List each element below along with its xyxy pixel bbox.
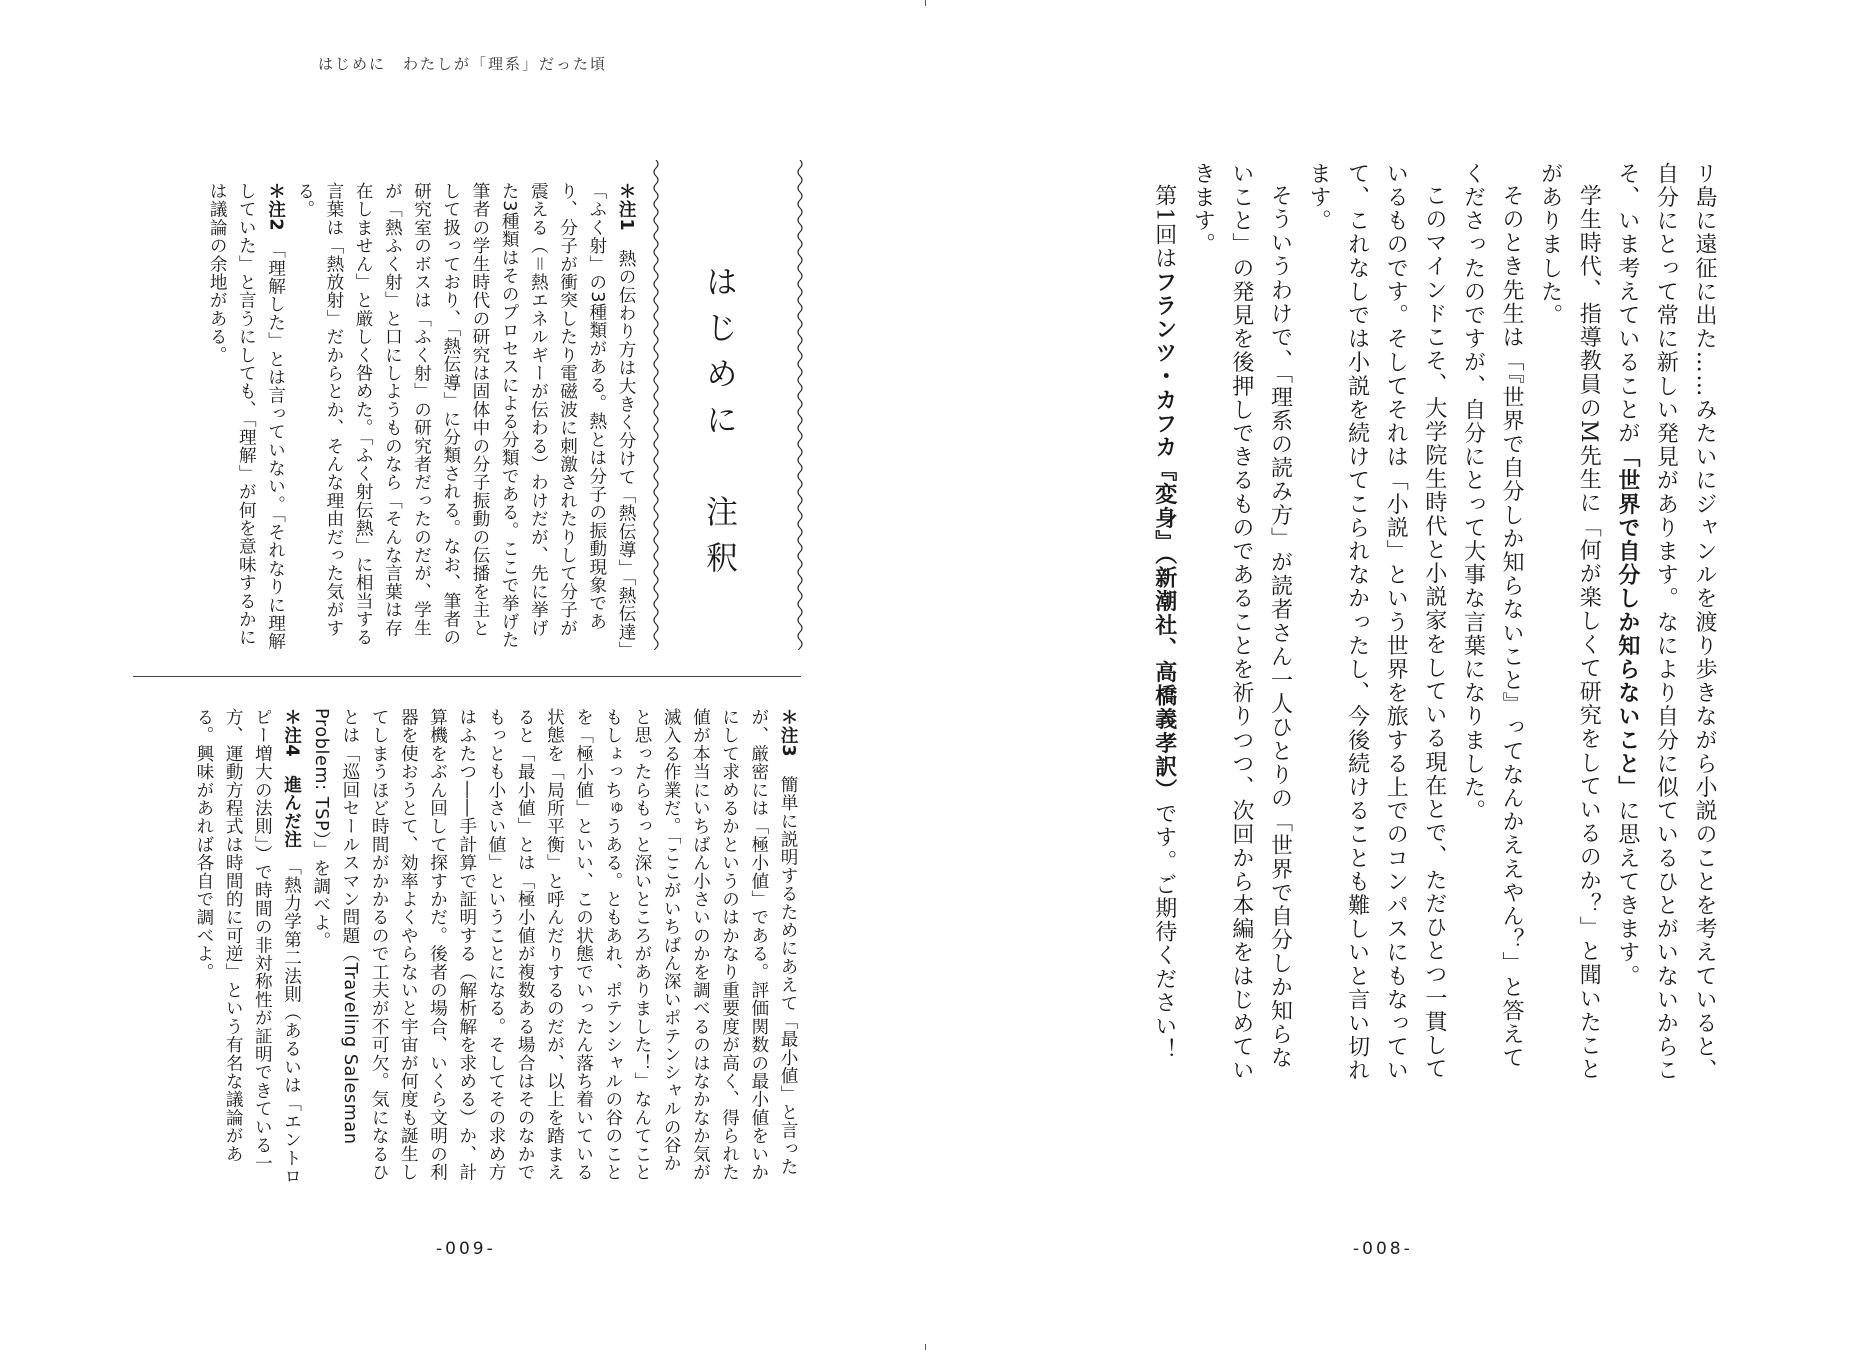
body-paragraph bbox=[1298, 162, 1452, 1087]
fold-mark-bottom bbox=[925, 1344, 926, 1350]
paragraph-text: 学生時代、指導教員のM先生に「何が楽しくて研究をしているのか？」と聞いたことがありました。 bbox=[1537, 162, 1602, 1082]
emphasis-text: フランツ・カフカ『変身』（新潮社、高橋義孝訳） bbox=[1151, 270, 1177, 803]
body-text bbox=[953, 162, 1723, 1087]
page-number-left: -009- bbox=[436, 1239, 496, 1259]
paragraph-text: 第1回は bbox=[1151, 184, 1177, 271]
note-text: 「熱力学第二法則（あるいは「エントロピー増大の法則」）で時間の非対称性が証明できている一方、運動方程式は時間的に可逆」という有名な議論がある。興味があれば各自で調べよ。 bbox=[193, 708, 302, 1186]
body-paragraph bbox=[1183, 162, 1299, 1087]
note-1 bbox=[290, 182, 640, 652]
note-text: 熱の伝わり方は大きく分けて「熱伝導」「熱伝達」「ふく射」の3種類がある。熱とは分子の振動現象であり、分子が衝突したり電磁波に刺激されたりして分子が震える（＝熱エネルギーが伝わる）わけだが、先に挙げた3種類はそのプロセスによる分類である。ここで挙げた筆者の学生時代の研究は固体中の分子振動の伝播を主として扱っており、「熱伝導」に分類される。なお、筆者の研究室のボスは「ふく射」の研究者だったのだが、学生が「熱ふく射」と口にしようものなら「そんな言葉は存在しません」と厳しく咎めた。「ふく射伝熱」に相当する言葉は「熱放射」だからとか、そんな理由だった気がする。 bbox=[294, 182, 636, 651]
paragraph-text: そういうわけで、「理系の読み方」が読者さん一人ひとりの「世界で自分しか知らないこと」の発見を後押しできるものであることを祈りつつ、次回から本編をはじめていきます。 bbox=[1190, 162, 1293, 1083]
section-title: はじめに 注釈 bbox=[701, 265, 739, 587]
note-text: 簡単に説明するためにあえて「最小値」と言ったが、厳密には「極小値」である。評価関数の最小値をいかにして求めるかというのはかなり重要度が高く、得られた値が本当にいちばん小さいのかを調べるのはなかなか気が滅入る作業だ。「ここがいちばん深いポテンシャルの谷かと思ったらもっと深いところがありました！」なんてこともしょっちゅうある。ともあれ、ポテンシャルの谷のことを「極小値」といい、この状態でいったん落ち着いている状態を「局所平衡」と呼んだりするのだが、以上を踏まえると「最小値」とは「極小値が複数ある場合はそのなかでもっとも小さい値」ということになる。そしてその求め方はふたつ――手計算で証明する（解析解を求める）か、計算機をぶん回して探すかだ。後者の場合、いくら文明の利器を使おうとて、効率よくやらないと宇宙が何度も誕生してしまうほど時間がかかるので工夫が不可欠。気になるひとは「巡回セールスマン問題（Traveling Salesman Problem: TSP）」を調べよ。 bbox=[310, 708, 798, 1182]
note-text: 「理解した」とは言っていない。「それなりに理解していた」と言うにしても、「理解」が何を意味するかには議論の余地がある。 bbox=[207, 182, 286, 651]
emphasis-text: 「世界で自分しか知らないこと」 bbox=[1614, 445, 1640, 800]
running-head: はじめに わたしが「理系」だった頃 bbox=[318, 55, 608, 73]
page-number-right: -008- bbox=[1353, 1239, 1413, 1259]
wavy-border-right bbox=[795, 160, 805, 650]
paragraph-text: に思えてきます。 bbox=[1614, 799, 1640, 989]
note-marker: ＊注3 bbox=[778, 708, 798, 758]
note-4 bbox=[189, 708, 306, 1188]
paragraph-text: です。ご期待ください！ bbox=[1151, 802, 1177, 1062]
fold-mark-top bbox=[925, 0, 926, 6]
paragraph-text: リ島に遠征に出た……みたいにジャンルを渡り歩きながら小説のことを考えていると、自分にとって常に新しい発見があります。なにより自分に似ているひとがいないからこそ、いま考えていることが bbox=[1614, 162, 1717, 1083]
notes-bottom-block bbox=[112, 708, 802, 1188]
body-paragraph bbox=[1144, 162, 1183, 1087]
notes-divider bbox=[133, 676, 801, 677]
notes-top-block bbox=[120, 182, 640, 652]
paragraph-text: そのとき先生は「『世界で自分しか知らないこと』ってなんかええやん？」と答えてくださったのですが、自分にとって大事な言葉になりました。 bbox=[1460, 162, 1525, 1070]
note-bold-title: 進んだ注 bbox=[281, 757, 302, 849]
body-paragraph bbox=[1530, 162, 1607, 1087]
note-marker: ＊注4 bbox=[281, 708, 302, 758]
body-paragraph bbox=[1607, 162, 1723, 1087]
paragraph-text: このマインドこそ、大学院生時代と小説家をしている現在とで、ただひとつ一貫しているものです。そしてそれは「小説」という世界を旅する上でのコンパスにもなっていて、これなしでは小説を続けてこられなかったし、今後続けることも難しいと言い切れます。 bbox=[1306, 162, 1447, 1083]
wavy-border-left bbox=[651, 160, 661, 650]
note-marker: ＊注1 bbox=[616, 182, 636, 232]
note-3 bbox=[306, 708, 802, 1188]
note-marker: ＊注2 bbox=[265, 182, 286, 232]
body-paragraph bbox=[1453, 162, 1530, 1087]
note-2 bbox=[202, 182, 290, 652]
